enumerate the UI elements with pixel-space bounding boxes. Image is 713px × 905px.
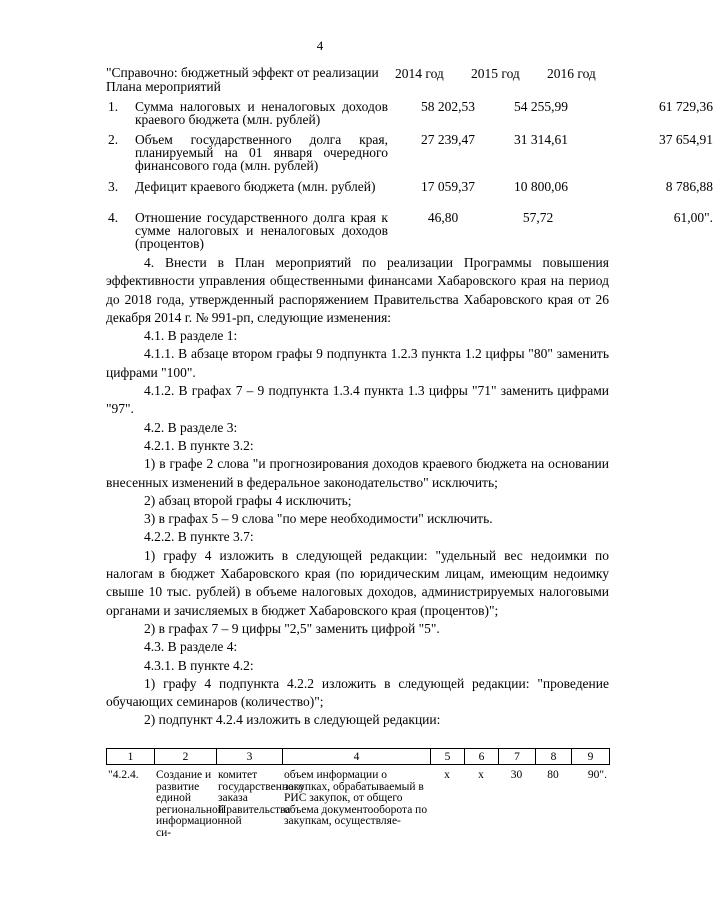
paragraph: 4.2. В разделе 3: [144, 419, 238, 435]
table-cell: "4.2.4. [108, 769, 139, 781]
value-2016: 37 654,91 [659, 132, 713, 147]
column-header: 8 [536, 749, 572, 765]
paragraph: 4.1.2. В графах 7 – 9 подпункта 1.3.4 пункта 1.3 цифры "71" заменить цифрами "97". [106, 383, 609, 417]
row-number: 1. [108, 99, 119, 114]
paragraph: 2) подпункт 4.2.4 изложить в следующей редакции: [144, 712, 441, 728]
paragraph: 4.3. В разделе 4: [144, 639, 238, 655]
row-number: 3. [108, 179, 119, 194]
paragraph: 4.1. В разделе 1: [144, 328, 238, 344]
table-cell: комитет государственного заказа Правительства [218, 769, 304, 816]
column-header: 9 [572, 749, 610, 765]
value-2014: 46,80 [427, 210, 459, 225]
column-number-header [106, 748, 610, 765]
row-label: Сумма налоговых и неналоговых доходов краевого бюджета (млн. рублей) [135, 99, 388, 127]
paragraph: 4.3.1. В пункте 4.2: [144, 657, 254, 673]
table-cell: х [444, 769, 450, 781]
paragraph: 1) в графе 2 слова "и прогнозирования доходов краевого бюджета на основании внесенных изменений в федеральное законодательство" исключить; [106, 456, 609, 490]
page-number: 4 [316, 38, 324, 53]
value-2016: 61 729,36 [659, 99, 713, 114]
paragraph: 4.2.1. В пункте 3.2: [144, 437, 254, 453]
column-header: 1 [107, 749, 155, 765]
paragraph: 2) в графах 7 – 9 цифры "2,5" заменить цифрой "5". [144, 620, 440, 636]
paragraph: 4.1.1. В абзаце втором графы 9 подпункта 1.2.3 пункта 1.2 цифры "80" заменить цифрами "100". [106, 346, 609, 380]
value-2014: 58 202,53 [421, 99, 475, 114]
paragraph: 4. Внести в План мероприятий по реализации Программы повышения эффективности управления общественными финансами Хабаровского края на период до 2018 года, утвержденный распоряжением Правительства Хабаровского края от 26 декабря 2014 г. № 991-рп, следующие изменения: [106, 255, 609, 325]
value-2016: 8 786,88 [665, 179, 713, 194]
year-2016-header: 2016 год [547, 66, 596, 81]
year-2015-header: 2015 год [471, 66, 520, 81]
paragraph: 1) графу 4 изложить в следующей редакции: "удельный вес недоимки по налогам в бюджет Хабаровского края (по юридическим лицам, имеющим недоимку свыше 10 тыс. рублей) в объеме налоговых доходов, администрируемых налоговыми органами и зачисляемых в бюджет Хабаровского края (процентов)"; [106, 547, 609, 618]
row-number: 4. [108, 210, 119, 225]
column-header: 5 [431, 749, 465, 765]
column-header: 3 [217, 749, 283, 765]
table-cell: 90". [587, 769, 607, 781]
paragraph: 1) графу 4 подпункта 4.2.2 изложить в следующей редакции: "проведение обучающих семинаров (количество)"; [106, 675, 609, 710]
value-2014: 17 059,37 [421, 179, 475, 194]
row-label: Отношение государственного долга края к сумме налоговых и неналоговых доходов (процентов) [135, 210, 388, 251]
row-number: 2. [108, 132, 119, 147]
table-cell: х [478, 769, 484, 781]
value-2015: 54 255,99 [514, 99, 568, 114]
reference-heading: "Справочно: бюджетный эффект от реализации Плана мероприятий [106, 65, 379, 94]
table-cell: объем информации о закупках, обрабатываемый в РИС закупок, от общего объема документооборота по закупкам, осуществляе- [284, 769, 428, 827]
paragraph: 4.2.2. В пункте 3.7: [144, 529, 254, 545]
value-2015: 10 800,06 [514, 179, 568, 194]
value-2015: 31 314,61 [514, 132, 568, 147]
column-header: 4 [283, 749, 431, 765]
paragraph: 3) в графах 5 – 9 слова "по мере необходимости" исключить. [144, 511, 493, 527]
table-cell: 80 [547, 769, 559, 781]
column-header: 7 [499, 749, 536, 765]
column-header: 6 [465, 749, 499, 765]
value-2015: 57,72 [522, 210, 554, 225]
year-2014-header: 2014 год [395, 66, 444, 81]
paragraph: 2) абзац второй графы 4 исключить; [144, 492, 352, 508]
amendment-table [106, 770, 609, 839]
table-row [106, 770, 609, 839]
column-header: 2 [155, 749, 217, 765]
row-label: Дефицит краевого бюджета (млн. рублей) [135, 179, 376, 194]
table-cell: 30 [510, 769, 523, 781]
row-label: Объем государственного долга края, планируемый на 01 января очередного финансового года (млн. рублей) [135, 132, 388, 173]
value-2014: 27 239,47 [421, 132, 475, 147]
amendments-text [106, 254, 609, 730]
table-cell: Создание и развитие единой региональной информационной си- [156, 769, 242, 839]
value-2016: 61,00". [673, 210, 713, 225]
